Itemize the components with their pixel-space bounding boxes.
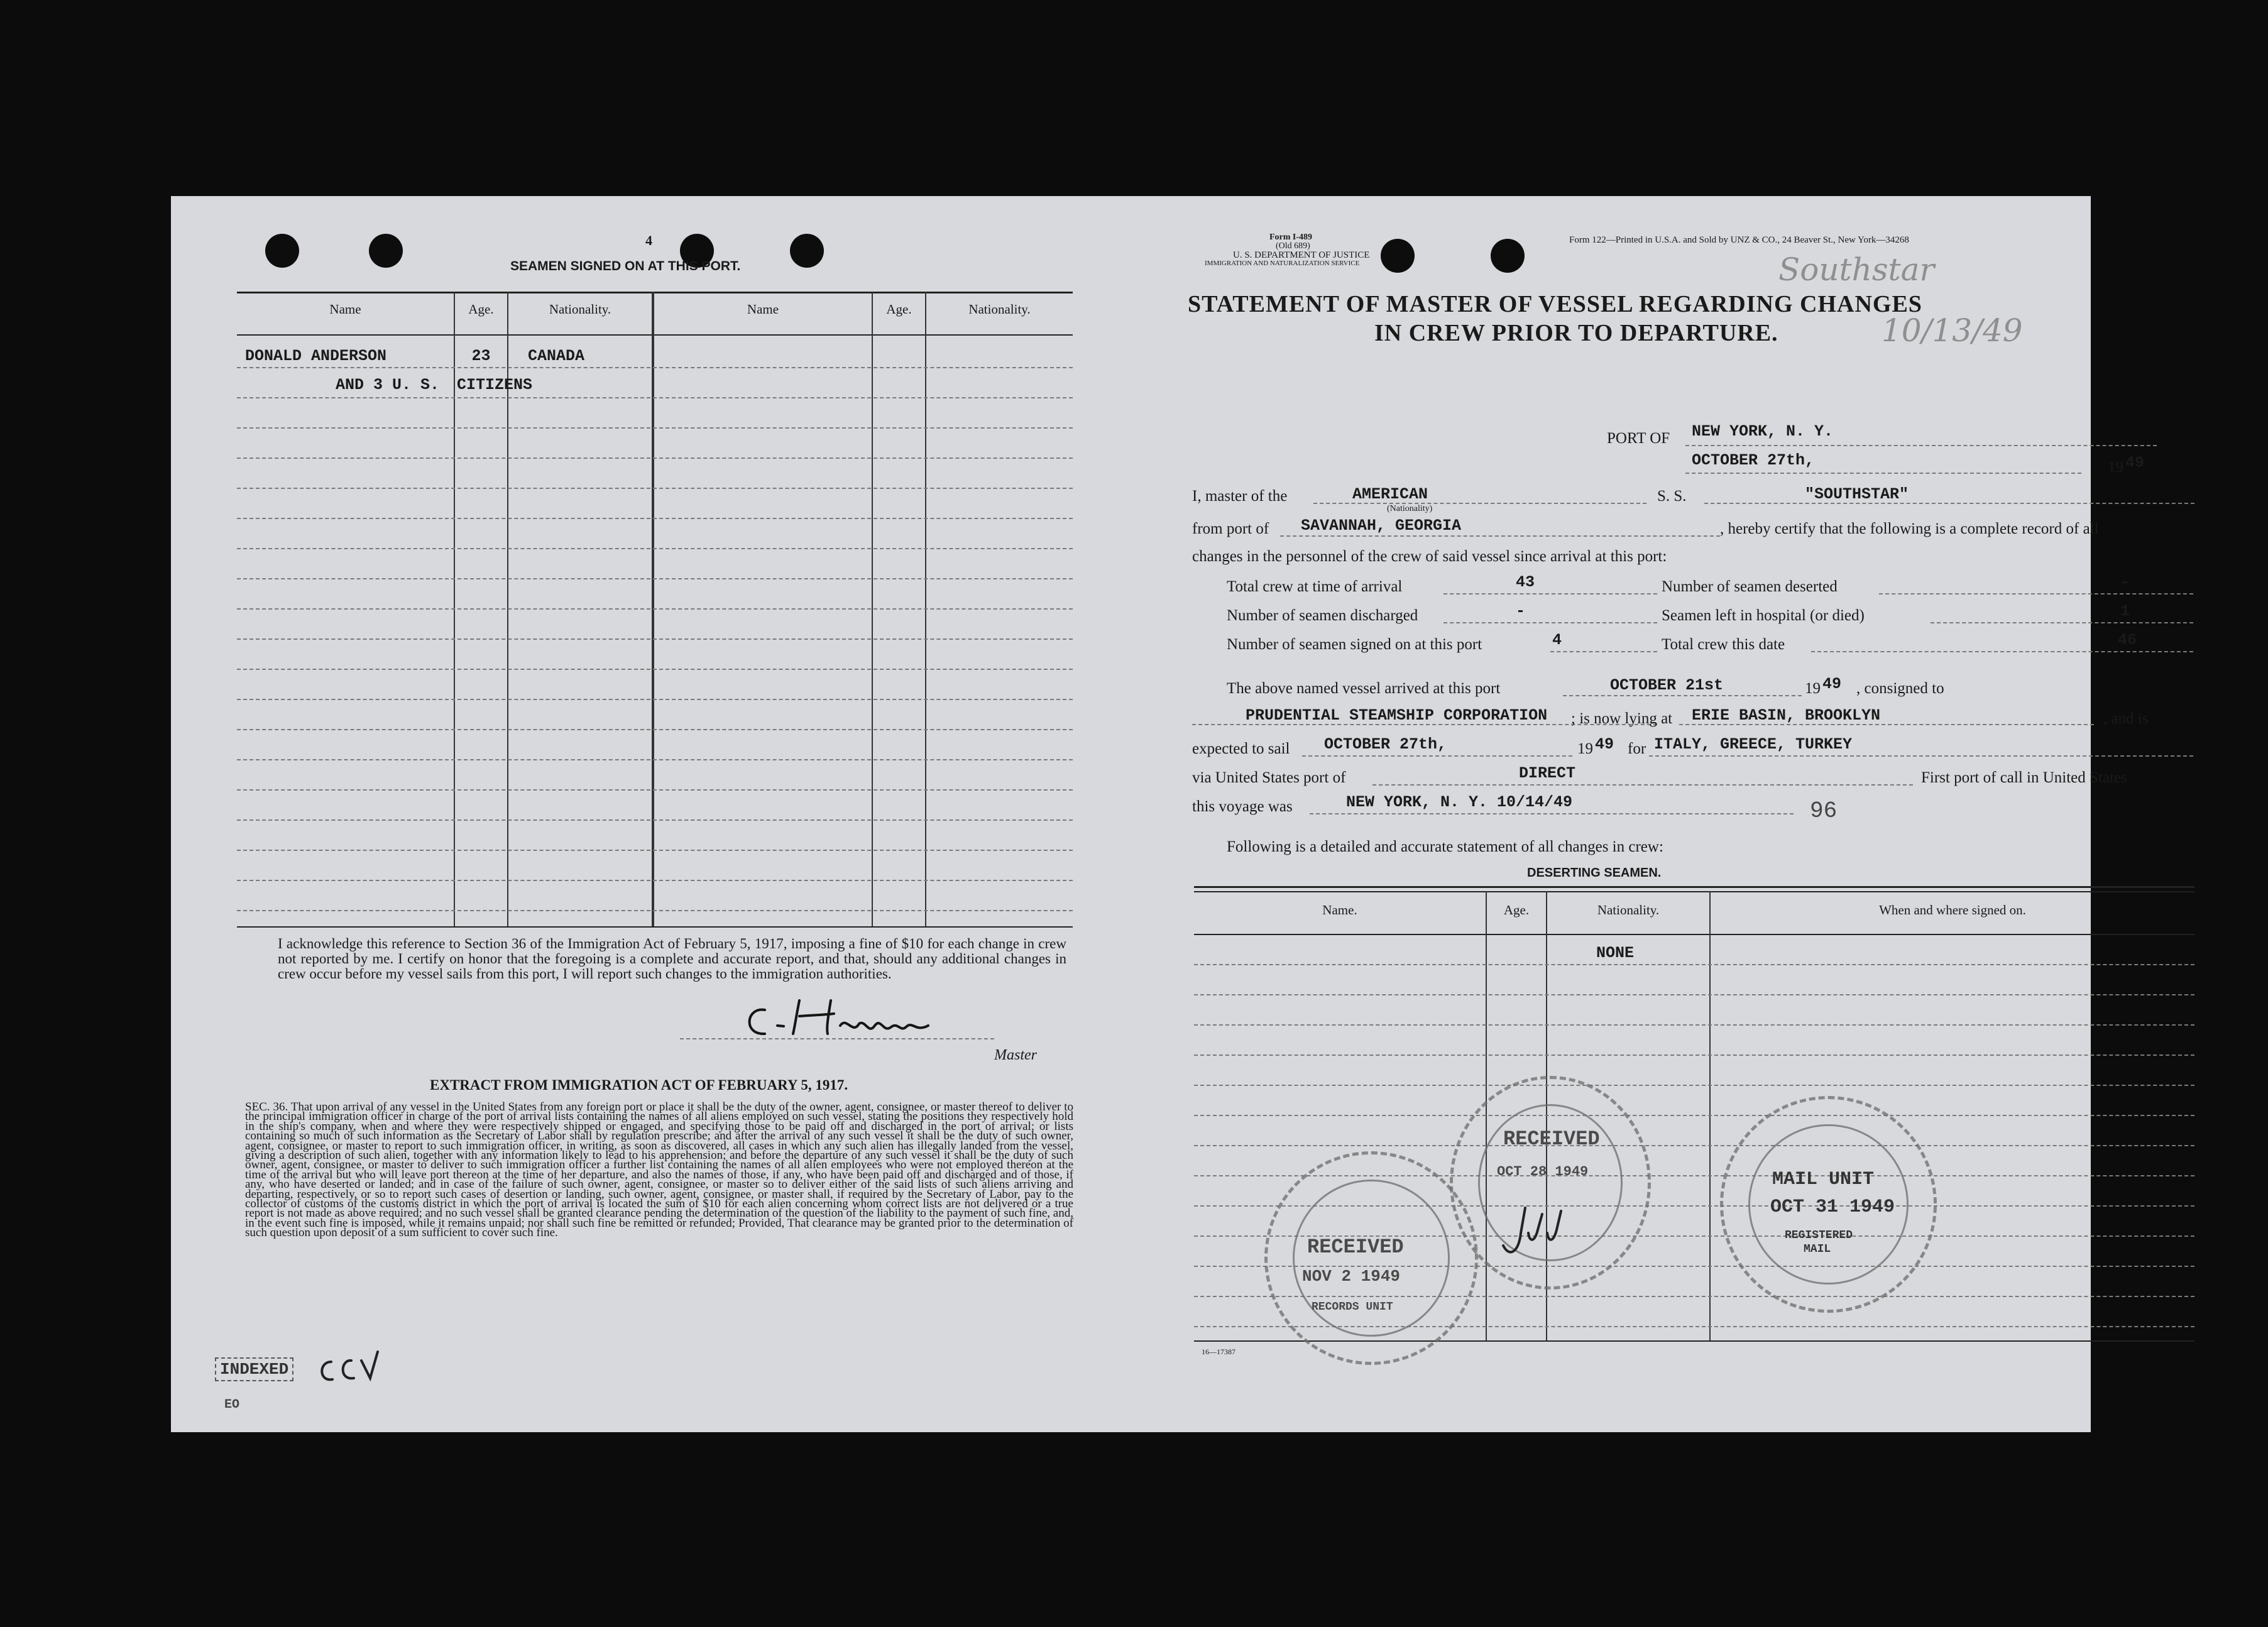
- handwritten-date: 10/13/49: [1882, 312, 2023, 349]
- received-stamp-2-date: OCT 28 1949: [1497, 1164, 1589, 1180]
- column-header-age-2: Age.: [886, 302, 912, 317]
- column-header-name-2: Name: [747, 302, 779, 317]
- total-arrival-value: 43: [1516, 573, 1535, 591]
- form-code: 16—17387: [1202, 1347, 1235, 1356]
- discharged-label: Number of seamen discharged: [1227, 607, 1418, 624]
- number-96: 96: [1810, 798, 1838, 824]
- year-value: 49: [2125, 454, 2145, 472]
- form-title-line1: STATEMENT OF MASTER OF VESSEL REGARDING CHANGES: [1188, 291, 1922, 317]
- deserted-value: -: [2120, 573, 2130, 591]
- hospital-label: Seamen left in hospital (or died): [1662, 607, 1865, 624]
- document-sheet: [171, 196, 2149, 1432]
- punch-hole: [1491, 239, 1525, 273]
- voyage-label: this voyage was: [1192, 798, 1293, 815]
- column-header-nationality-2: Nationality.: [968, 302, 1031, 317]
- mail-unit-label: MAIL UNIT: [1772, 1169, 1875, 1190]
- first-call-value: NEW YORK, N. Y. 10/14/49: [1346, 793, 1573, 811]
- total-arrival-label: Total crew at time of arrival: [1227, 578, 1403, 595]
- handwritten-initials: [312, 1343, 388, 1390]
- port-label: PORT OF: [1607, 430, 1670, 447]
- certify-text: , hereby certify that the following is a complete record of all: [1720, 520, 2099, 537]
- deserting-header-signed-on: When and where signed on.: [1879, 902, 2026, 918]
- page-number: 4: [645, 233, 652, 248]
- lying-at-value: ERIE BASIN, BROOKLYN: [1692, 706, 1881, 725]
- service-name: IMMIGRATION AND NATURALIZATION SERVICE: [1205, 260, 1360, 267]
- nationality-value: AMERICAN: [1352, 485, 1428, 503]
- indexed-stamp: INDEXED: [215, 1357, 293, 1381]
- signed-on-label: Number of seamen signed on at this port: [1227, 636, 1482, 653]
- port-value: NEW YORK, N. Y.: [1692, 422, 1834, 441]
- column-header-nationality: Nationality.: [549, 302, 611, 317]
- destination-value: ITALY, GREECE, TURKEY: [1654, 735, 1853, 753]
- received-stamp-label: RECEIVED: [1307, 1235, 1404, 1259]
- mail-unit-registered: REGISTERED: [1785, 1229, 1853, 1242]
- table-row-nationality: CANADA: [528, 347, 585, 365]
- consigned-label: , consigned to: [1856, 680, 1944, 697]
- arrived-date: OCTOBER 21st: [1610, 676, 1724, 694]
- punch-hole: [1381, 239, 1415, 273]
- hospital-value: 1: [2120, 602, 2130, 620]
- signed-on-value: 4: [1552, 631, 1562, 649]
- nationality-caption: (Nationality): [1387, 504, 1433, 513]
- handwritten-ship-name: Southstar: [1778, 251, 1935, 288]
- deserting-header-nationality: Nationality.: [1597, 902, 1660, 918]
- following-text: Following is a detailed and accurate statement of all changes in crew:: [1227, 838, 1663, 855]
- deserted-label: Number of seamen deserted: [1662, 578, 1838, 595]
- table-row-name: DONALD ANDERSON: [245, 347, 387, 365]
- arrived-year: 49: [1822, 675, 1842, 693]
- from-port-label: from port of: [1192, 520, 1269, 537]
- table-row-name: AND 3 U. S.: [336, 376, 440, 394]
- extract-title: EXTRACT FROM IMMIGRATION ACT OF FEBRUARY 5, 1917.: [430, 1077, 848, 1093]
- deserting-value: NONE: [1596, 944, 1635, 962]
- via-label: via United States port of: [1192, 769, 1346, 786]
- certify-text-2: changes in the personnel of the crew of said vessel since arrival at this port:: [1192, 548, 1667, 565]
- for-label: for: [1628, 740, 1646, 757]
- stamp-initials: [1491, 1195, 1579, 1268]
- received-stamp-date: NOV 2 1949: [1302, 1267, 1401, 1286]
- ss-label: S. S.: [1657, 488, 1687, 505]
- column-header-age: Age.: [468, 302, 494, 317]
- form-title-line2: IN CREW PRIOR TO DEPARTURE.: [1374, 320, 1778, 346]
- mail-unit-date: OCT 31 1949: [1770, 1197, 1895, 1218]
- consignee-value: PRUDENTIAL STEAMSHIP CORPORATION: [1246, 706, 1548, 725]
- received-stamp-unit: RECORDS UNIT: [1312, 1301, 1393, 1313]
- signature-caption: Master: [994, 1047, 1037, 1063]
- sail-label: expected to sail: [1192, 740, 1290, 757]
- sail-year-prefix: 19: [1577, 740, 1593, 757]
- form-number: Form I-489: [1269, 233, 1313, 242]
- deserting-title: DESERTING SEAMEN.: [1527, 866, 1662, 880]
- arrived-year-prefix: 19: [1805, 680, 1821, 697]
- arrived-label: The above named vessel arrived at this port: [1227, 680, 1501, 697]
- master-signature: [740, 991, 947, 1044]
- index-mark: EO: [224, 1398, 240, 1412]
- seamen-signed-title: SEAMEN SIGNED ON AT THIS PORT.: [510, 259, 741, 273]
- discharged-value: -: [1516, 602, 1526, 620]
- signature-line: [680, 1038, 994, 1039]
- and-is-label: , and is: [2103, 710, 2149, 727]
- vessel-name: "SOUTHSTAR": [1805, 485, 1909, 503]
- table-row-age: 23: [471, 347, 491, 365]
- punch-hole: [265, 234, 299, 268]
- year-prefix: 19: [2108, 459, 2123, 476]
- punch-hole: [790, 234, 824, 268]
- agency-name: U. S. DEPARTMENT OF JUSTICE: [1233, 250, 1370, 260]
- sail-year: 49: [1595, 735, 1614, 753]
- from-port-value: SAVANNAH, GEORGIA: [1301, 517, 1462, 535]
- deserting-header-age: Age.: [1503, 902, 1530, 918]
- deserting-header-name: Name.: [1322, 902, 1357, 918]
- printer-note: Form 122—Printed in U.S.A. and Sold by UNZ & CO., 24 Beaver St., New York—34268: [1569, 235, 1909, 245]
- mail-unit-mail: MAIL: [1804, 1243, 1831, 1256]
- via-port-value: DIRECT: [1519, 764, 1576, 782]
- column-header-name: Name: [329, 302, 361, 317]
- punch-hole: [369, 234, 403, 268]
- master-of-label: I, master of the: [1192, 488, 1288, 505]
- table-row-nationality: CITIZENS: [457, 376, 533, 394]
- extract-text: SEC. 36. That upon arrival of any vessel in the United States from any foreign port or place it shall be the duty of the owner, agent, consignee, or master thereof to deliver to the principal immigration officer in charge of the port of arrival lists containing the names of all aliens employed on such vessel, stating the positions they respectively hold in the ship's company, when and where they were respectively shipped or engaged, and specifying those to be paid off and discharged in the port of arrival; or lists containing so much of such information as the Secretary of Labor shall by regulation prescribe; and after the arrival of any such vessel it shall be the duty of such owner, agent, consignee, or master to report to such immigration officer, in writing, as soon as discovered, all cases in which any such alien has illegally landed from the vessel, giving a description of such alien, together with any information likely to lead to his apprehension; and before the departure of any such vessel it shall be the duty of such owner, agent, consignee, or master to deliver to such immigration officer a further list containing the names of all alien employees who were not employed thereon at the time of the arrival but who will leave port thereon at the time of her departure, and also the names of those, if any, who have been paid off and discharged and of those, if any, who have deserted or landed; and in case of the failure of such owner, agent, consignee, or master so to deliver either of the said lists of such aliens arriving and departing, respectively, or so to report such cases of desertion or landing, such owner, agent, consignee, or master shall, if required by the Secretary of Labor, pay to the collector of customs of the customs district in which the port of arrival is located the sum of $10 for each alien concerning whom correct lists are not delivered or a true report is not made as above required; and no such vessel shall be granted clearance pending the determination of the question of the liability to the payment of such fine, and, in the event such fine is imposed, while it remains unpaid; nor shall such fine be remitted or refunded; Provided, That clearance may be granted prior to the determination of such question upon deposit of a sum sufficient to cover such fine.: [245, 1100, 1073, 1240]
- lying-label: ; is now lying at: [1571, 710, 1673, 727]
- sail-date: OCTOBER 27th,: [1324, 735, 1447, 753]
- total-date-value: 46: [2118, 631, 2137, 649]
- received-stamp-2-label: RECEIVED: [1503, 1127, 1600, 1151]
- date-value: OCTOBER 27th,: [1692, 451, 1815, 469]
- total-date-label: Total crew this date: [1662, 636, 1785, 653]
- acknowledgment-text: I acknowledge this reference to Section 36 of the Immigration Act of February 5, 1917, imposing a fine of $10 for each change in crew not reported by me. I certify on honor that the foregoing is a complete and accurate report, and that, should any additional changes in crew occur before my vessel sails from this port, I will report such changes to the immigration authorities.: [278, 936, 1066, 982]
- first-call-label: First port of call in United States: [1921, 769, 2127, 786]
- form-old: (Old 689): [1276, 241, 1310, 251]
